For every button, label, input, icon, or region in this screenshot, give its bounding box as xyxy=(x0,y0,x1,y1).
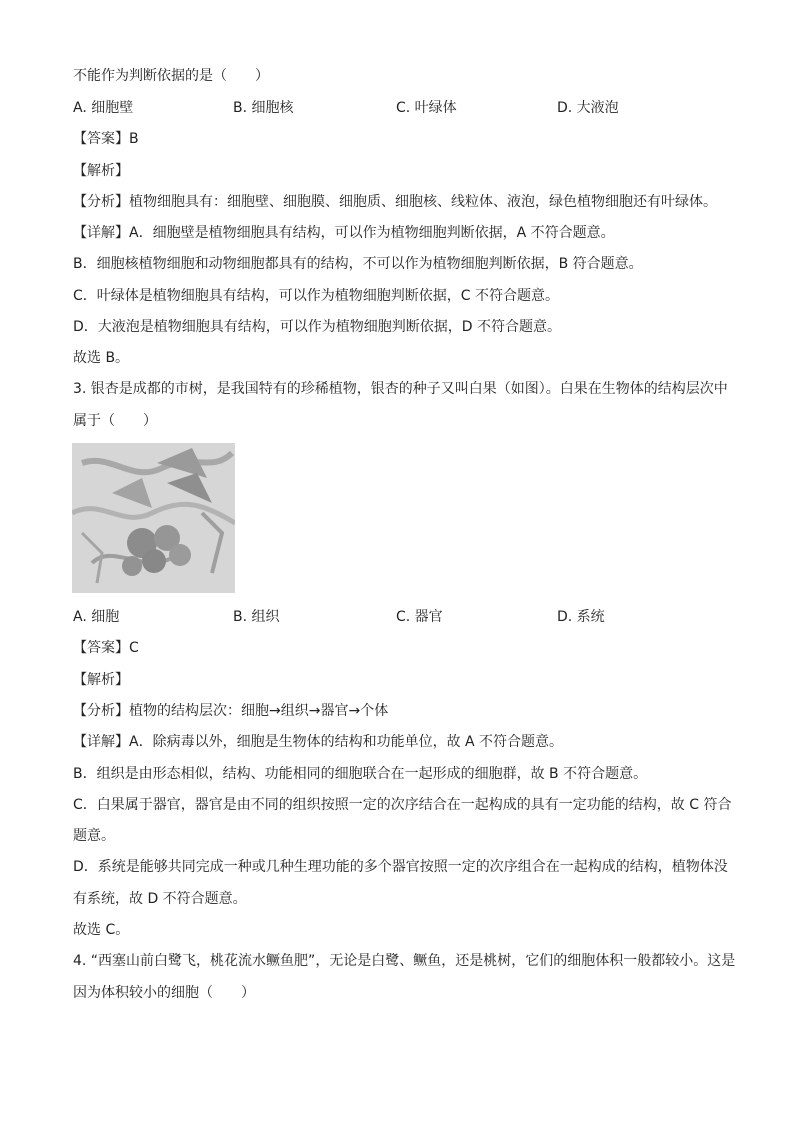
q3-option-a: A. 细胞 xyxy=(73,609,120,625)
q3-stem-line1: 3. 银杏是成都的市树，是我国特有的珍稀植物，银杏的种子又叫白果（如图）。白果在生物体的结构层次中 xyxy=(73,381,728,397)
q3-detail-d-line2: 有系统，故 D 不符合题意。 xyxy=(73,891,247,907)
q3-detail-a: 【详解】A．除病毒以外，细胞是生物体的结构和功能单位，故 A 不符合题意。 xyxy=(73,734,564,750)
q2-detail-d: D．大液泡是植物细胞具有结构，可以作为植物细胞判断依据，D 不符合题意。 xyxy=(73,319,562,335)
q2-stem: 不能作为判断依据的是（ ） xyxy=(73,68,269,84)
q3-detail-d-line1: D．系统是能够共同完成一种或几种生理功能的多个器官按照一定的次序组合在一起构成的结构，植物体没 xyxy=(73,859,728,875)
q3-detail-b: B．组织是由形态相似，结构、功能相同的细胞联合在一起形成的细胞群，故 B 不符合题意。 xyxy=(73,766,648,782)
q3-analysis-label: 【解析】 xyxy=(73,672,129,688)
q3-option-c: C. 器官 xyxy=(396,609,443,625)
q2-detail-b: B．细胞核植物细胞和动物细胞都具有的结构，不可以作为植物细胞判断依据，B 符合题意。 xyxy=(73,256,643,272)
q3-option-b: B. 组织 xyxy=(233,609,280,625)
q2-answer: 【答案】B xyxy=(73,131,139,147)
q4-stem-line1: 4. “西塞山前白鹭飞，桃花流水鳜鱼肥”，无论是白鹭、鳜鱼，还是桃树，它们的细胞体积一般都较小。这是 xyxy=(73,953,736,969)
q3-stem-line2: 属于（ ） xyxy=(73,413,157,429)
q2-option-c: C. 叶绿体 xyxy=(396,100,457,116)
q2-analysis-label: 【解析】 xyxy=(73,163,129,179)
q2-detail-c: C．叶绿体是植物细胞具有结构，可以作为植物细胞判断依据，C 不符合题意。 xyxy=(73,288,559,304)
q3-detail-c-line2: 题意。 xyxy=(73,828,115,844)
q3-fenxi: 【分析】植物的结构层次：细胞→组织→器官→个体 xyxy=(73,703,389,719)
q2-conclusion: 故选 B。 xyxy=(73,350,130,366)
q3-detail-c-line1: C．白果属于器官，器官是由不同的组织按照一定的次序结合在一起构成的具有一定功能的结构，故 C 符合 xyxy=(73,797,732,813)
q2-option-b: B. 细胞核 xyxy=(233,100,294,116)
q2-option-a: A. 细胞壁 xyxy=(73,100,134,116)
q2-fenxi: 【分析】植物细胞具有：细胞壁、细胞膜、细胞质、细胞核、线粒体、液泡，绿色植物细胞还有叶绿体。 xyxy=(73,194,717,210)
q2-detail-a: 【详解】A．细胞壁是植物细胞具有结构，可以作为植物细胞判断依据，A 不符合题意。 xyxy=(73,225,615,241)
q4-stem-line2: 因为体积较小的细胞（ ） xyxy=(73,985,255,1001)
q3-option-d: D. 系统 xyxy=(557,609,605,625)
q3-answer: 【答案】C xyxy=(73,640,139,656)
q3-conclusion: 故选 C。 xyxy=(73,922,130,938)
ginkgo-seed-photo xyxy=(72,443,235,593)
q2-option-d: D. 大液泡 xyxy=(557,100,619,116)
